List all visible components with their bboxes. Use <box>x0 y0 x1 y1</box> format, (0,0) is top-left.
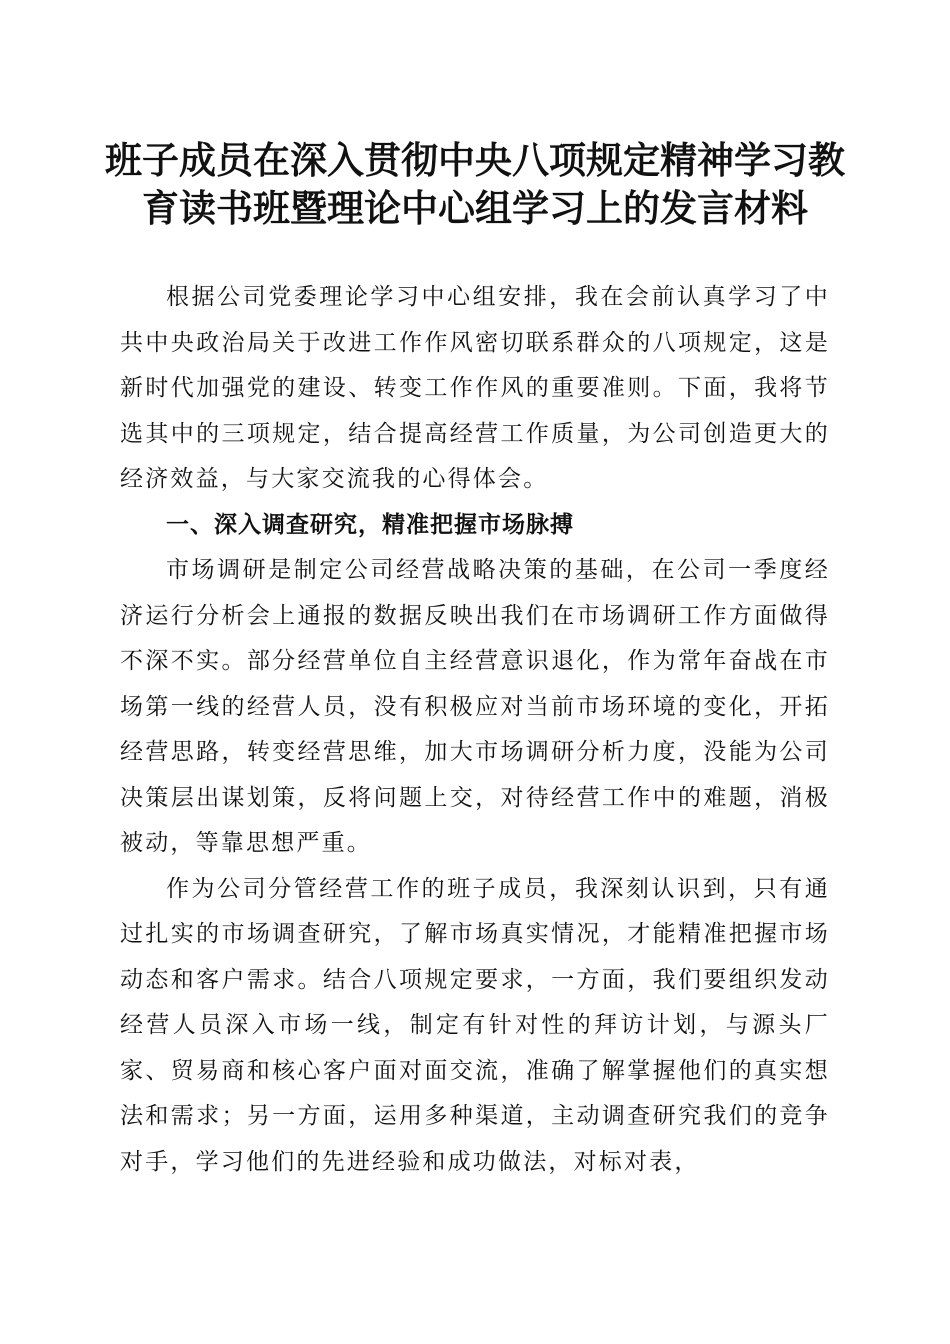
document-body <box>120 275 830 1185</box>
section-heading-1: 一、深入调查研究，精准把握市场脉搏 <box>166 511 574 538</box>
document-title: 班子成员在深入贯彻中央八项规定精神学习教育读书班暨理论中心组学习上的发言材料 <box>105 138 845 230</box>
paragraph-intro: 根据公司党委理论学习中心组安排，我在会前认真学习了中共中央政治局关于改进工作作风密切联系群众的八项规定，这是新时代加强党的建设、转变工作作风的重要准则。下面，我将节选其中的三项规定，结合提高经营工作质量，为公司创造更大的经济效益，与大家交流我的心得体会。 <box>120 284 830 492</box>
paragraph-market-research: 市场调研是制定公司经营战略决策的基础，在公司一季度经济运行分析会上通报的数据反映出我们在市场调研工作方面做得不深不实。部分经营单位自主经营意识退化，作为常年奋战在市场第一线的经营人员，没有积极应对当前市场环境的变化，开拓经营思路，转变经营思维，加大市场调研分析力度，没能为公司决策层出谋划策，反将问题上交，对待经营工作中的难题，消极被动，等靠思想严重。 <box>120 557 830 856</box>
paragraph-responsibility: 作为公司分管经营工作的班子成员，我深刻认识到，只有通过扎实的市场调查研究，了解市场真实情况，才能精准把握市场动态和客户需求。结合八项规定要求，一方面，我们要组织发动经营人员深入市场一线，制定有针对性的拜访计划，与源头厂家、贸易商和核心客户面对面交流，准确了解掌握他们的真实想法和需求；另一方面，运用多种渠道，主动调查研究我们的竞争对手，学习他们的先进经验和成功做法，对标对表， <box>120 875 830 1175</box>
